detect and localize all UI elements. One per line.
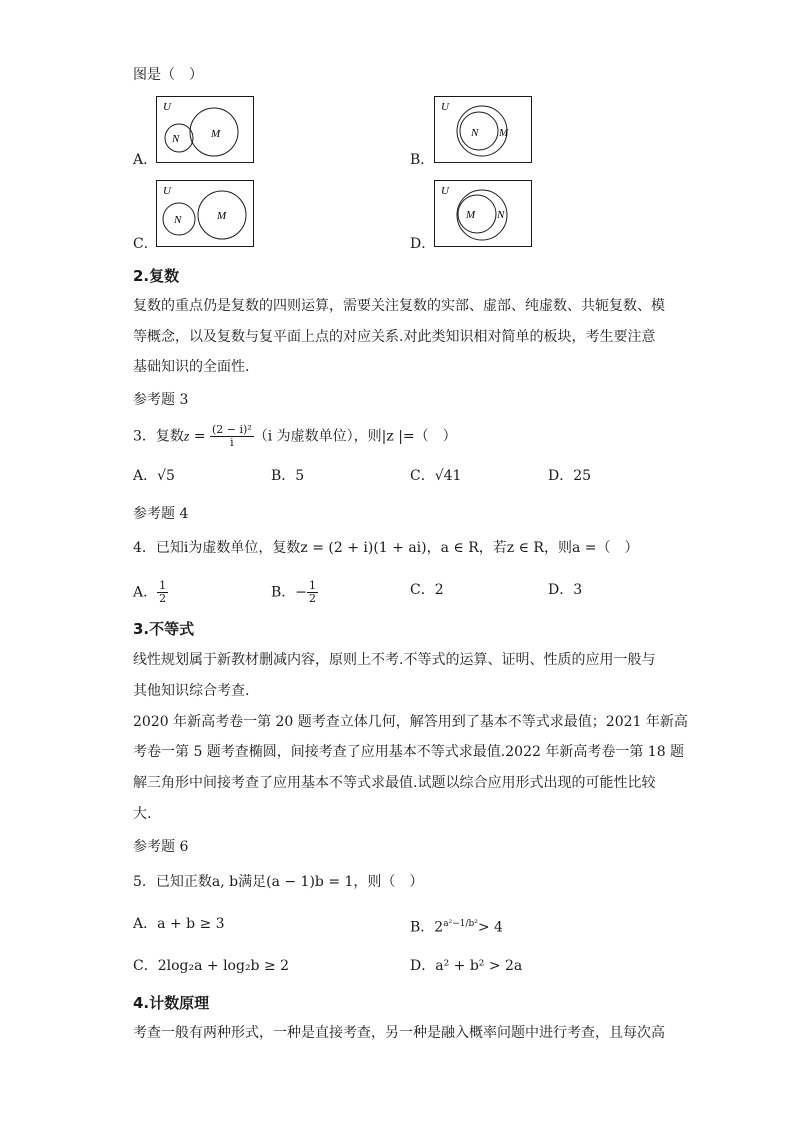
paragraph: 其他知识综合考查. <box>133 683 250 699</box>
paragraph: 考卷一第 5 题考查椭圆，间接考查了应用基本不等式求最值.2022 年新高考卷一第 18 题 <box>133 744 685 760</box>
reference-label: 参考题 4 <box>133 506 189 522</box>
option-b-rest: > 4 <box>477 919 503 936</box>
option-c: C．2log₂a + log₂b ≥ 2 <box>133 958 290 974</box>
option-b-label: B． <box>271 584 296 601</box>
question-3-suffix: （i 为虚数单位），则|z |=（ ） <box>253 428 457 445</box>
option-c: C．2 <box>410 582 444 598</box>
label-u: U <box>163 101 171 113</box>
question-3-fraction <box>210 424 254 449</box>
option-b <box>410 914 503 938</box>
venn-diagram-d <box>434 180 534 248</box>
section-heading-counting-principle: 4.计数原理 <box>133 994 210 1012</box>
paragraph: 复数的重点仍是复数的四则运算，需要关注复数的实部、虚部、纯虚数、共轭复数、模 <box>133 298 665 314</box>
option-b-sign: − <box>295 584 308 601</box>
paragraph: 考查一般有两种形式，一种是直接考查，另一种是融入概率问题中进行考查，且每次高 <box>133 1025 665 1041</box>
fraction-numerator: 1 <box>309 579 317 592</box>
label-m: M <box>211 128 221 140</box>
option-b-fraction <box>307 580 318 605</box>
fraction-denominator: i <box>230 436 234 449</box>
label-n: N <box>471 127 479 139</box>
question-4: 4．已知i为虚数单位，复数z = (2 + i)(1 + ai)，a ∈ R，若z ∈ R，则a =（ ） <box>133 540 639 556</box>
fraction-numerator: 1 <box>159 579 167 592</box>
section-heading-complex-numbers: 2.复数 <box>133 267 180 285</box>
universal-set-box <box>157 181 254 247</box>
option-a: A．a + b ≥ 3 <box>133 916 225 932</box>
paragraph: 大. <box>133 806 152 822</box>
question-3 <box>133 424 457 449</box>
option-d: D．3 <box>548 582 583 598</box>
set-m-circle <box>458 195 496 233</box>
venn-diagram-b <box>434 96 534 164</box>
option-d-label: D． <box>410 236 436 252</box>
option-b: B．5 <box>271 468 305 484</box>
option-a-fraction <box>157 580 168 605</box>
reference-label: 参考题 6 <box>133 839 189 855</box>
reference-label: 参考题 3 <box>133 392 189 408</box>
option-b-label: B． <box>410 919 435 936</box>
venn-diagram-a <box>156 96 256 164</box>
universal-set-box <box>157 97 254 163</box>
paragraph: 2020 年新高考卷一第 20 题考查立体几何，解答用到了基本不等式求最值；2021 年新高 <box>133 714 688 730</box>
option-c-label: C． <box>133 236 158 252</box>
option-a-label: A． <box>133 152 158 168</box>
label-u: U <box>441 101 449 113</box>
option-d: D．25 <box>548 468 592 484</box>
fraction-numerator: (2 − i)² <box>212 423 252 436</box>
question-5: 5．已知正数a, b满足(a − 1)b = 1，则（ ） <box>133 874 424 890</box>
paragraph: 基础知识的全面性. <box>133 359 250 375</box>
label-u: U <box>441 185 449 197</box>
question-3-eq: = <box>189 428 211 445</box>
question-3-var: z <box>183 429 190 445</box>
paragraph: 解三角形中间接考查了应用基本不等式求最值.试题以综合应用形式出现的可能性比较 <box>133 775 656 791</box>
option-a: A．√5 <box>133 468 175 484</box>
label-m: M <box>466 209 476 221</box>
option-d: D．a² + b² > 2a <box>410 958 523 974</box>
label-m: M <box>499 127 509 139</box>
option-b-label: B． <box>410 152 435 168</box>
option-b-exponent: a²−1/b² <box>443 919 478 929</box>
venn-diagram-c <box>156 180 256 248</box>
label-n: N <box>174 214 182 226</box>
option-a-label: A． <box>133 584 158 601</box>
option-b-base: 2 <box>434 919 444 936</box>
set-n-circle <box>460 112 498 150</box>
section-heading-inequalities: 3.不等式 <box>133 620 195 638</box>
option-b <box>271 580 318 605</box>
paragraph: 等概念，以及复数与复平面上点的对应关系.对此类知识相对简单的板块，考生要注意 <box>133 329 656 345</box>
fraction-denominator: 2 <box>309 592 317 605</box>
label-n: N <box>172 133 180 145</box>
question-1-tail: 图是（ ） <box>133 67 203 83</box>
label-m: M <box>217 210 227 222</box>
fraction-denominator: 2 <box>159 592 167 605</box>
label-n: N <box>497 209 505 221</box>
label-u: U <box>163 185 171 197</box>
option-a <box>133 580 168 605</box>
paragraph: 线性规划属于新教材删减内容，原则上不考.不等式的运算、证明、性质的应用一般与 <box>133 652 656 668</box>
option-c: C．√41 <box>410 468 462 484</box>
question-3-prefix: 3．复数 <box>133 428 184 445</box>
